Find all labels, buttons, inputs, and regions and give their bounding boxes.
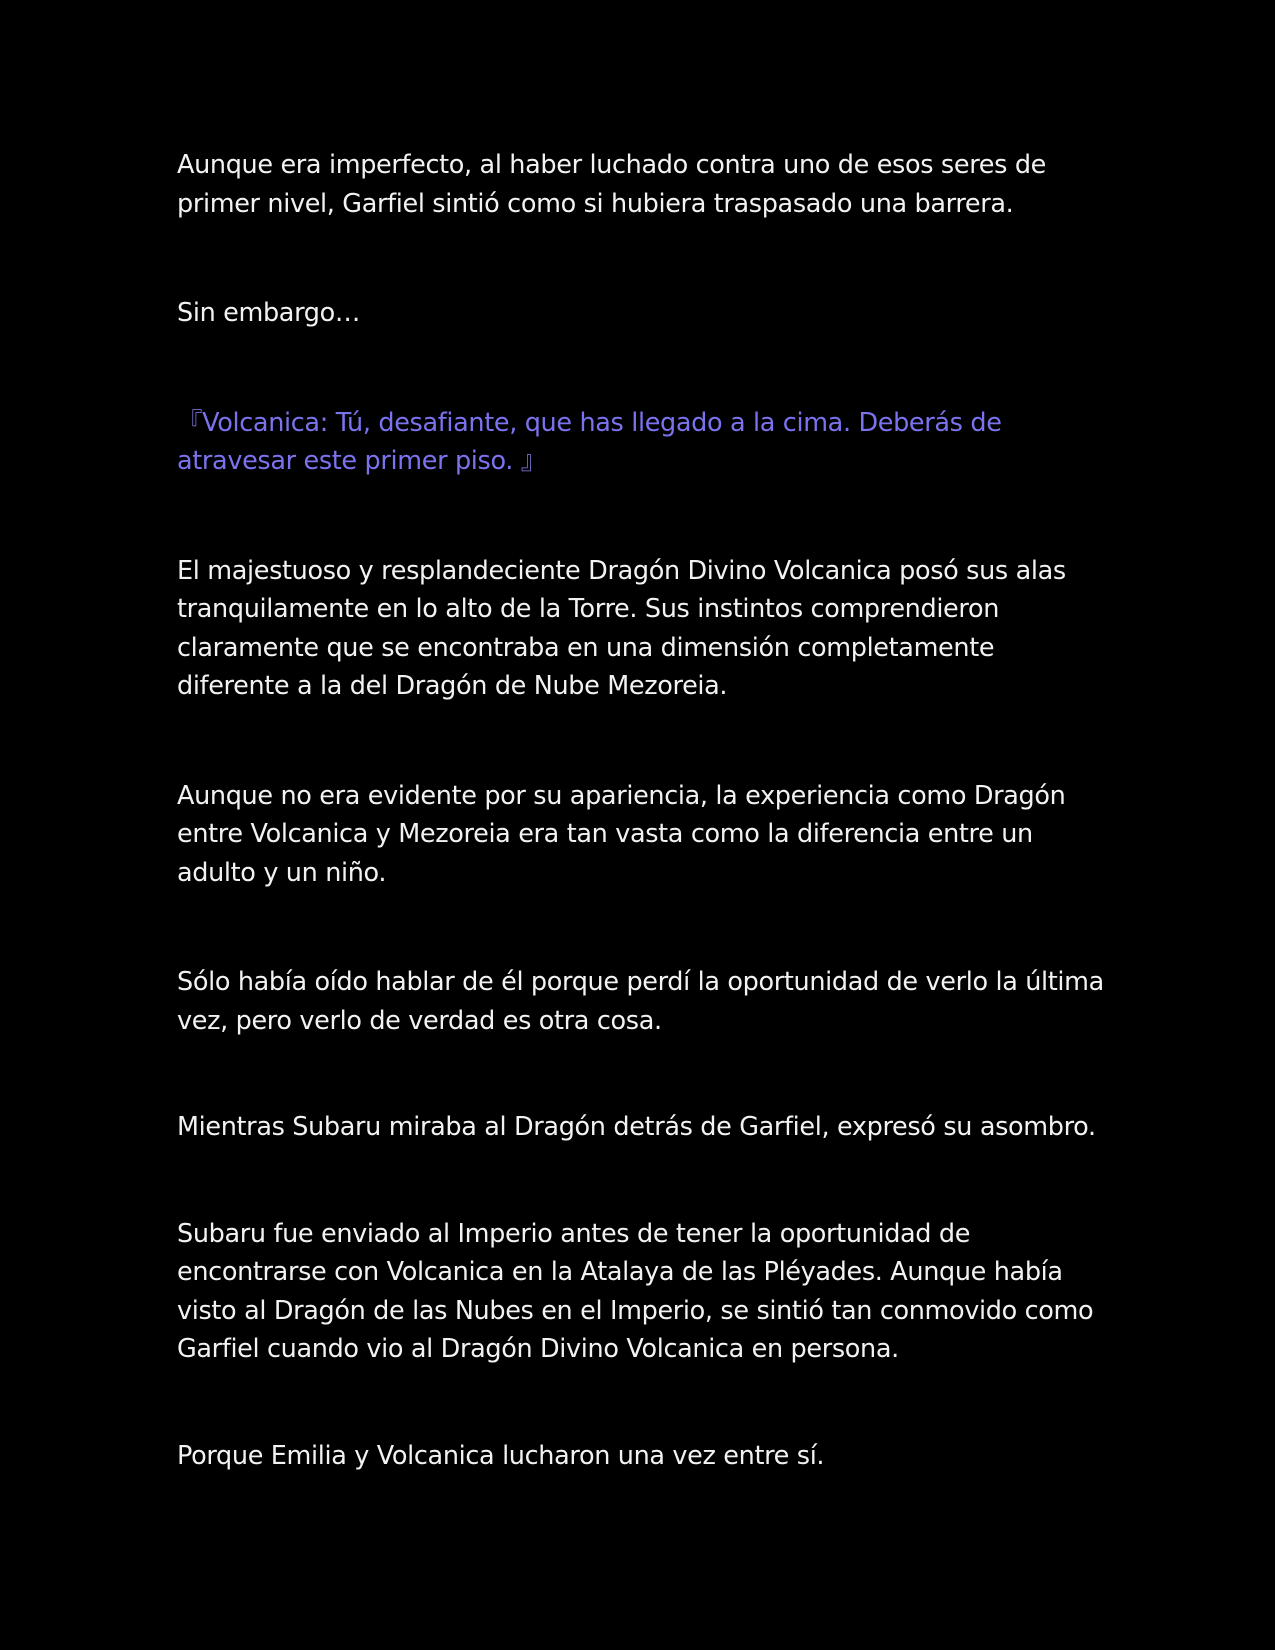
dialogue-paragraph	[177, 404, 1107, 481]
paragraph-8: Subaru fue enviado al Imperio antes de tener la oportunidad de encontrarse con Volcanica en la Atalaya de las Pléyades. Aunque había visto al Dragón de las Nubes en el Imperio, se sintió tan conmovido como Garfiel cuando vio al Dragón Divino Volcanica en persona.	[177, 1218, 1094, 1364]
paragraph-9: Porque Emilia y Volcanica lucharon una vez entre sí.	[177, 1440, 825, 1471]
dialogue-text: Volcanica: Tú, desafiante, que has llegado a la cima. Deberás de atravesar este primer piso.	[177, 407, 1002, 476]
dialogue-close-bracket: 』	[520, 446, 546, 476]
document-body	[177, 146, 1107, 1475]
paragraph-2: Sin embargo…	[177, 298, 361, 328]
paragraph-7: Mientras Subaru miraba al Dragón detrás de Garfiel, expresó su asombro.	[177, 1112, 1096, 1142]
paragraph-4: El majestuoso y resplandeciente Dragón Divino Volcanica posó sus alas tranquilamente en lo alto de la Torre. Sus instintos comprendieron claramente que se encontraba en una dimensión completamente diferente a la del Dragón de Nube Mezoreia.	[177, 555, 1066, 701]
paragraph-5: Aunque no era evidente por su apariencia, la experiencia como Dragón entre Volcanica y Mezoreia era tan vasta como la diferencia entre un adulto y un niño.	[177, 780, 1066, 888]
dialogue-open-bracket: 『	[177, 407, 203, 438]
paragraph-1: Aunque era imperfecto, al haber luchado contra uno de esos seres de primer nivel, Garfiel sintió como si hubiera traspasado una barrera.	[177, 150, 1046, 219]
paragraph-6: Sólo había oído hablar de él porque perdí la oportunidad de verlo la última vez, pero verlo de verdad es otra cosa.	[177, 967, 1104, 1036]
